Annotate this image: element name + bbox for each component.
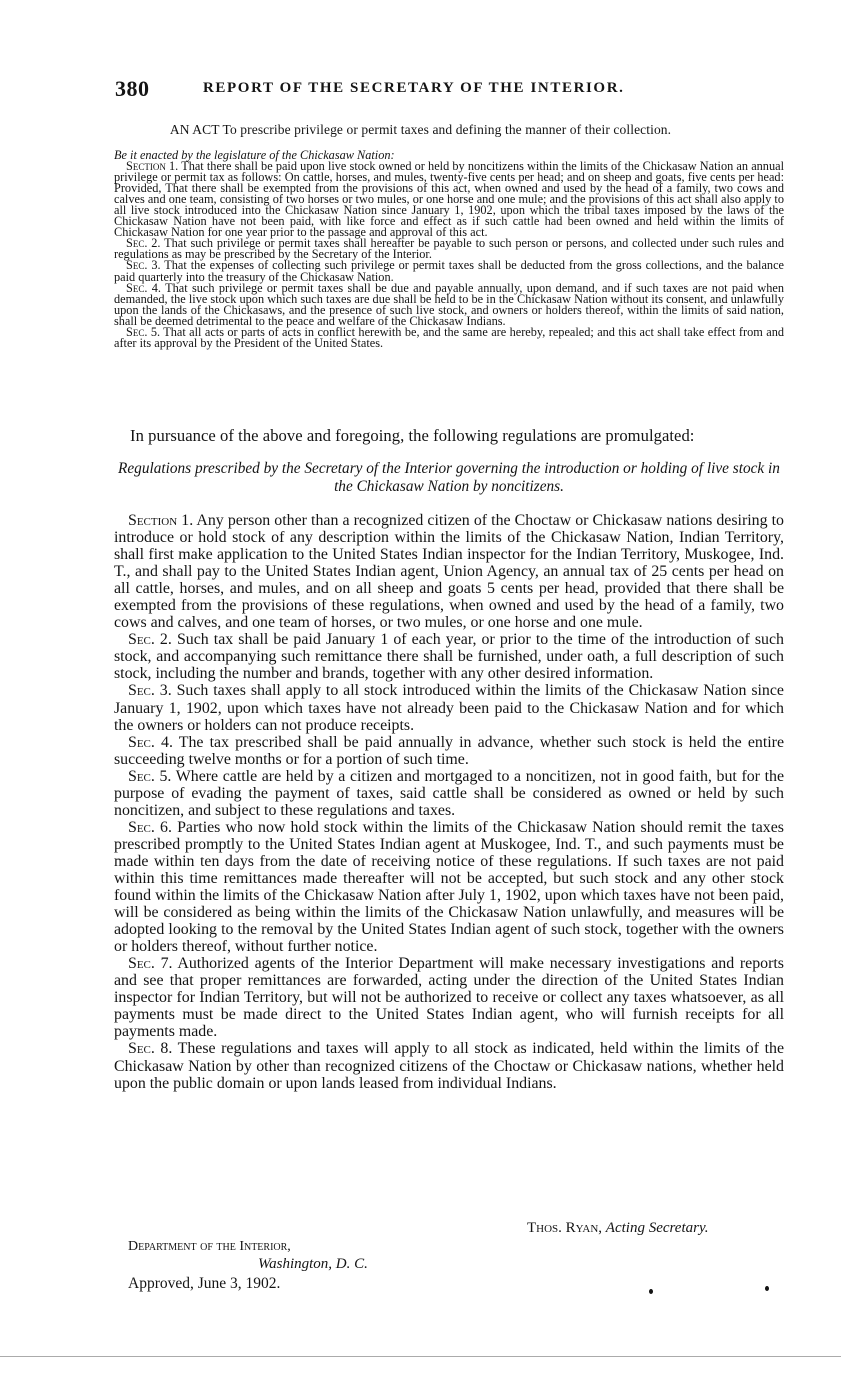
signature: [527, 1220, 709, 1237]
regulation-section: [114, 955, 784, 1040]
section-text: Any person other than a recognized citizen of the Choctaw or Chickasaw nations desiring to introduce or hold stock of any description within the limits of the Chickasaw Nation, Indian Territory, shall first make application to the United States Indian inspector for the Indian Territory, Muskogee, Ind. T., and shall pay to the United States Indian agent, Union Agency, an annual tax of 25 cents per head on all cattle, horses, and mules, and on all sheep and goats 5 cents per head, provided that there shall be exempted from the provisions of these regulations, when owned and used by the head of a family, two cows and calves, and one team of horses, or two mules, or one horse and one mule.: [114, 512, 784, 632]
act-section: [114, 161, 784, 238]
section-text: That all acts or parts of acts in conflict herewith be, and the same are hereby, repealed; and this act shall take effect from and after its approval by the President of the United States.: [114, 324, 784, 350]
ink-speck: [649, 1289, 653, 1294]
section-label: Sec. 4.: [128, 733, 173, 751]
section-text: Where cattle are held by a citizen and mortgaged to a noncitizen, not in good faith, but for the purpose of evading the payment of taxes, said cattle shall be considered as owned or held by such noncitizen, and subject to these regulations and taxes.: [114, 767, 785, 819]
ink-speck: [765, 1286, 769, 1291]
section-label: Sec. 4.: [126, 280, 161, 295]
regulation-section: [114, 819, 784, 955]
regulation-section: [114, 682, 784, 733]
section-text: That such privilege or permit taxes shall be due and payable annually, upon demand, and if such taxes are not paid when demanded, the live stock upon which such taxes are due shall be held to be in the Chickasaw Nation without its consent, and unlawfully upon the lands of the Chickasaws, and the presence of such live stock, and owners or holders thereof, within the limits of said nation, shall be deemed detrimental to the peace and welfare of the Chickasaw Indians.: [114, 280, 784, 328]
regulation-section: [114, 1040, 784, 1091]
section-text: That there shall be paid upon live stock owned or held by noncitizens within the limits of the Chickasaw Nation an annual privilege or permit tax as follows: On cattle, horses, and mules, twenty-five cents per head; and on sheep and goats, five cents per head: Provided, That there shall be exempted from the provisions of this act, when owned and used by the head of a family, two cows and calves and one team, consisting of two horses or two mules, or one horse and one mule; and the provisions of this act shall also apply to all live stock introduced into the Chickasaw Nation since January 1, 1902, upon which the tribal taxes imposed by the laws of the Chickasaw Nation have not been paid, with like force and effect as if such cattle had been owned and held within the limits of Chickasaw Nation for one year prior to the passage and approval of this act.: [114, 159, 784, 240]
regulation-section: [114, 512, 784, 631]
section-label: Section 1.: [128, 512, 194, 529]
section-text: That such privilege or permit taxes shall hereafter be payable to such person or persons, and collected under such rules and regulations as may be prescribed by the Secretary of the Interior.: [114, 236, 785, 262]
section-text: These regulations and taxes will apply to all stock as indicated, held within the limits of the Chickasaw Nation by other than recognized citizens of the Choctaw or Chickasaw nations, whether held upon the public domain or upon lands leased from individual Indians.: [114, 1040, 785, 1092]
act-section: [114, 324, 784, 350]
regulation-section: [114, 734, 784, 768]
section-label: Sec. 3.: [126, 258, 161, 273]
page-edge-divider: [0, 1356, 841, 1357]
section-label: Sec. 7.: [128, 955, 173, 973]
regulations-title: Regulations prescribed by the Secretary of the Interior governing the introduction or holding of live stock in the Chickasaw Nation by noncitizens.: [118, 460, 780, 495]
section-text: That the expenses of collecting such privilege or permit taxes shall be deducted from the gross collections, and the balance paid quarterly into the treasury of the Chickasaw Nation.: [114, 258, 784, 284]
regulations-body: [114, 512, 784, 1092]
section-text: The tax prescribed shall be paid annually in advance, whether such stock is held the entire succeeding twelve months or for a portion of such time.: [114, 733, 784, 768]
enacting-clause: Be it enacted by the legislature of the Chickasaw Nation:: [114, 148, 395, 162]
act-body: [114, 150, 784, 349]
section-label: Sec. 2.: [128, 631, 172, 649]
act-section: [114, 238, 784, 260]
regulation-section: [114, 631, 784, 682]
act-section: [114, 280, 784, 328]
page-number: 380: [115, 76, 150, 101]
section-text: Parties who now hold stock within the limits of the Chickasaw Nation should remit the taxes prescribed promptly to the United States Indian agent at Muskogee, Ind. T., and such payments must be made within ten days from the date of receiving notice of these regulations. If such taxes are not paid within this time remittances made thereafter will not be accepted, but such stock and any other stock found within the limits of the Chickasaw Nation after July 1, 1902, upon which taxes have not been paid, will be considered as being within the limits of the Chickasaw Nation unlawfully, and measures will be adopted looking to the removal by the United States Indian agent of such stock, together with the owners or holders thereof, without further notice.: [114, 818, 784, 956]
section-label: Sec. 5.: [126, 324, 161, 339]
section-label: Sec. 3.: [128, 682, 172, 700]
department-location: Washington, D. C.: [258, 1256, 368, 1272]
department-name: Department of the Interior,: [128, 1239, 291, 1254]
signatory-name: Thos. Ryan,: [527, 1220, 603, 1236]
section-label: Section 1.: [126, 159, 179, 174]
approval-date: Approved, June 3, 1902.: [128, 1275, 281, 1292]
section-text: Such tax shall be paid January 1 of each year, or prior to the time of the introduction of such stock, and accompanying such remittance there shall be furnished, under oath, a full description of such stock, including the number and brands, together with any other desired information.: [114, 631, 784, 683]
section-label: Sec. 6.: [128, 818, 172, 836]
section-label: Sec. 8.: [128, 1040, 173, 1058]
page-header: [115, 76, 690, 106]
pursuance-statement: In pursuance of the above and foregoing, the following regulations are promulgated:: [130, 426, 695, 445]
signatory-title: Acting Secretary.: [605, 1220, 709, 1236]
section-text: Such taxes shall apply to all stock introduced within the limits of the Chickasaw Nation since January 1, 1902, upon which taxes have not already been paid to the Chickasaw Nation and for which the owners or holders can not produce receipts.: [114, 682, 784, 734]
running-title: REPORT OF THE SECRETARY OF THE INTERIOR.: [203, 80, 625, 96]
section-label: Sec. 2.: [126, 236, 161, 251]
section-label: Sec. 5.: [128, 767, 172, 785]
act-section: [114, 260, 784, 282]
act-title: AN ACT To prescribe privilege or permit taxes and defining the manner of their collection.: [169, 122, 672, 137]
section-text: Authorized agents of the Interior Department will make necessary investigations and reports and see that proper remittances are forwarded, acting under the direction of the United States Indian inspector for Indian Territory, but will not be authorized to receive or collect any taxes whatsoever, as all payments must be made direct to the United States Indian agent, who will furnish receipts for all payments made.: [114, 955, 784, 1041]
regulation-section: [114, 768, 784, 819]
